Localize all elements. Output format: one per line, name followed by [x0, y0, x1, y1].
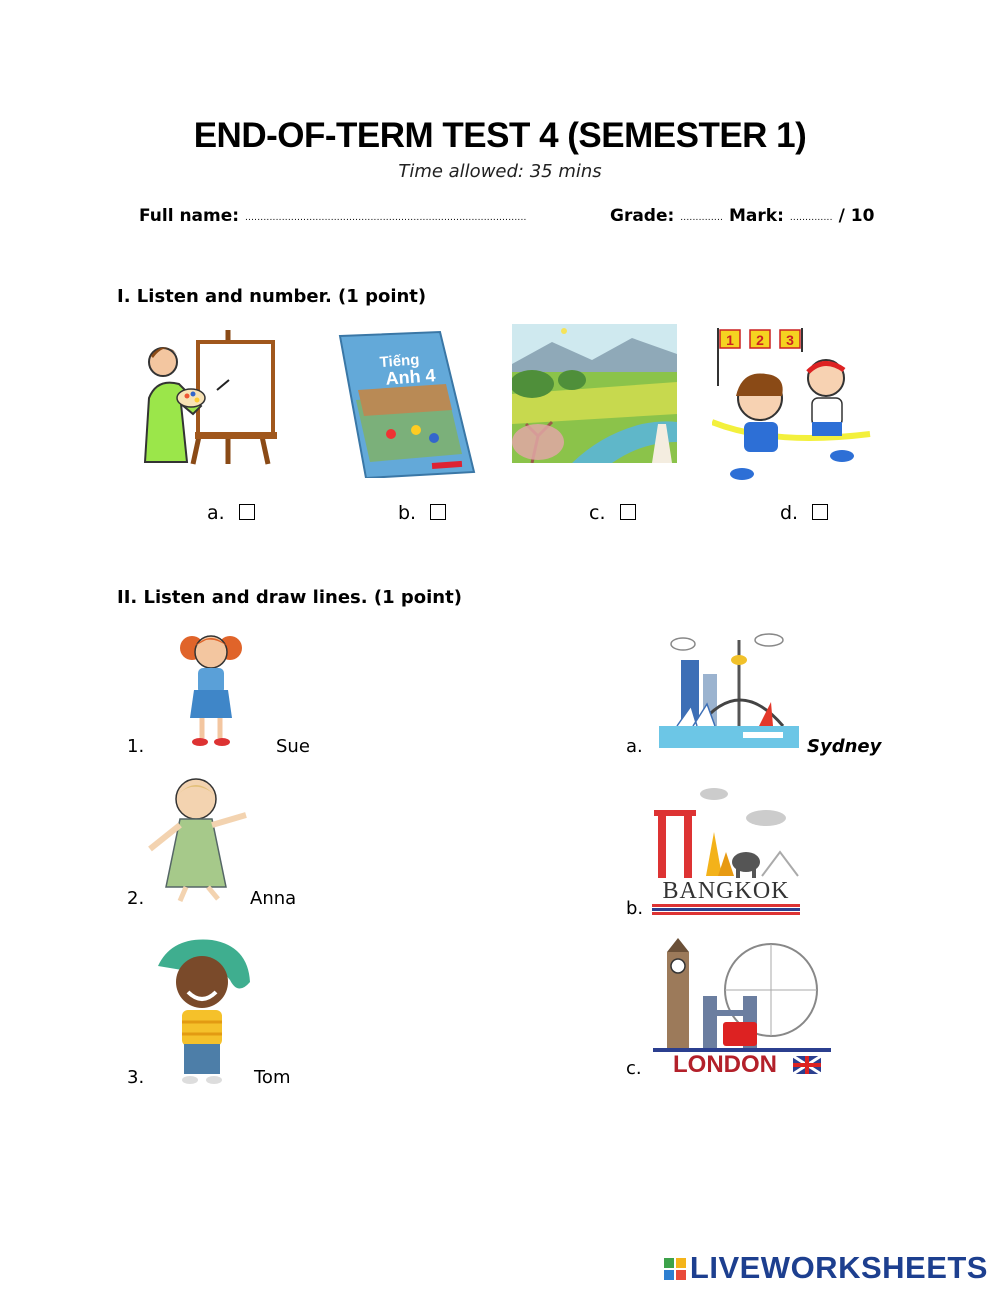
option-d	[780, 502, 828, 524]
mark-total: / 10	[838, 206, 875, 226]
grade-mark-row	[610, 206, 874, 226]
full-name-label: Full name:	[139, 206, 240, 226]
book-title-line1: Tiếng	[379, 351, 420, 372]
liveworksheets-logo-icon	[664, 1258, 686, 1280]
painting-icon	[143, 328, 283, 468]
option-c-letter: c.	[589, 502, 606, 524]
full-name-field[interactable]: ............................................................................................	[244, 213, 527, 223]
person-3-name: Tom	[254, 1067, 291, 1088]
landscape-icon	[512, 324, 677, 463]
sue-picture-icon	[176, 628, 246, 748]
race-flag-3: 3	[786, 332, 794, 348]
running-race-icon	[712, 326, 872, 484]
option-a-letter: a.	[207, 502, 225, 524]
london-sign: LONDON	[673, 1051, 777, 1078]
mark-field[interactable]: ..............	[789, 213, 833, 223]
person-1-name: Sue	[276, 736, 310, 757]
city-a-letter: a.	[626, 736, 643, 757]
option-b	[398, 502, 446, 524]
bangkok-sign: BANGKOK	[662, 878, 790, 904]
full-name-row	[139, 206, 527, 226]
grade-field[interactable]: ..............	[680, 213, 724, 223]
book-title-line2: Anh 4	[384, 365, 437, 389]
person-1-number: 1.	[127, 736, 145, 757]
person-2-name: Anna	[250, 888, 297, 909]
race-flag-1: 1	[726, 332, 734, 348]
section-1-heading: I. Listen and number. (1 point)	[117, 286, 427, 307]
sydney-picture-icon	[659, 630, 799, 748]
option-b-checkbox[interactable]	[430, 504, 446, 520]
tom-picture-icon	[152, 936, 254, 1086]
city-c-letter: c.	[626, 1058, 642, 1079]
option-b-letter: b.	[398, 502, 417, 524]
anna-picture-icon	[146, 775, 252, 905]
person-3-number: 3.	[127, 1067, 145, 1088]
liveworksheets-logo	[664, 1250, 988, 1286]
grade-label: Grade:	[610, 206, 675, 226]
option-d-letter: d.	[780, 502, 799, 524]
mark-label: Mark:	[729, 206, 784, 226]
time-allowed: Time allowed: 35 mins	[398, 161, 602, 182]
textbook-icon	[336, 330, 476, 478]
london-picture-icon	[653, 936, 831, 1080]
city-b-letter: b.	[626, 898, 644, 919]
brand-text: LIVEWORKSHEETS	[689, 1250, 988, 1285]
option-d-checkbox[interactable]	[812, 504, 828, 520]
page-title: END-OF-TERM TEST 4 (SEMESTER 1)	[193, 116, 807, 155]
bangkok-picture-icon	[652, 782, 800, 918]
section-2-heading: II. Listen and draw lines. (1 point)	[117, 587, 462, 608]
person-2-number: 2.	[127, 888, 145, 909]
option-c-checkbox[interactable]	[620, 504, 636, 520]
race-flag-2: 2	[756, 332, 764, 348]
option-c	[589, 502, 636, 524]
option-a	[207, 502, 255, 524]
option-a-checkbox[interactable]	[239, 504, 255, 520]
city-a-caption: Sydney	[807, 736, 882, 757]
